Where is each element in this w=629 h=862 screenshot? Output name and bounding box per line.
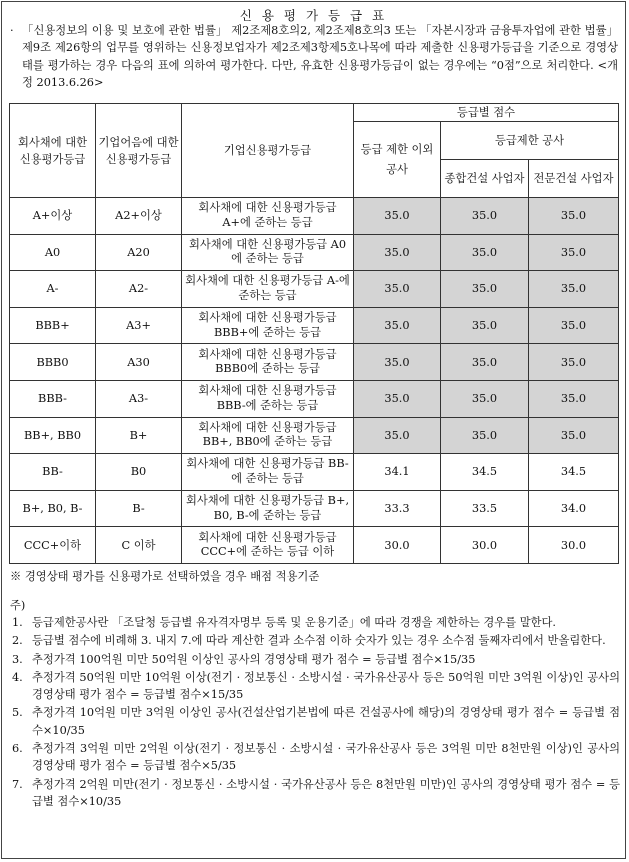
score-unrestricted-cell: 35.0	[354, 271, 441, 308]
table-row	[10, 454, 619, 491]
document-page	[1, 1, 626, 859]
header-general: 종합건설 사업자	[441, 160, 529, 198]
score-general-cell: 30.0	[441, 527, 529, 564]
score-specialty-cell: 35.0	[529, 344, 619, 381]
score-specialty-cell: 35.0	[529, 271, 619, 308]
intro-paragraph	[10, 22, 618, 91]
header-specialty: 전문건설 사업자	[529, 160, 619, 198]
score-unrestricted-cell: 35.0	[354, 234, 441, 271]
header-unrestricted: 등급 제한 이외 공사	[354, 122, 441, 198]
header-restricted-group: 등급제한 공사	[441, 122, 619, 160]
table-row	[10, 344, 619, 381]
note-text: 등급제한공사란 「조달청 등급별 유자격자명부 등록 및 운용기준」에 따라 경쟁을 제한하는 경우를 말한다.	[32, 616, 557, 629]
score-specialty-cell: 34.5	[529, 454, 619, 491]
score-specialty-cell: 35.0	[529, 307, 619, 344]
footnote: ※ 경영상태 평가를 신용평가로 선택하였을 경우 배점 적용기준	[10, 570, 320, 583]
score-general-cell: 35.0	[441, 198, 529, 235]
note-number: 5.	[12, 706, 23, 720]
score-unrestricted-cell: 30.0	[354, 527, 441, 564]
bill-rating-cell: B0	[96, 454, 182, 491]
intro-bullet: ·	[10, 24, 14, 37]
company-rating-cell: 회사채에 대한 신용평가등급 A+에 준하는 등급	[182, 198, 354, 235]
table-row	[10, 380, 619, 417]
corp-rating-cell: BBB-	[10, 380, 96, 417]
intro-text: 「신용정보의 이용 및 보호에 관한 법률」 제2조제8호의2, 제2조제8호의3 또는 「자본시장과 금융투자업에 관한 법률」 제9조 제26항의 업무를 영위하는 신용정보업자가 제2조제3항제5호나목에 따라 제출한 신용평가등급을 기준으로 경영상태를 평가하는 경우 다음의 표에 의하여 평가한다. 다만, 유효한 신용평가등급이 없는 경우에는 “0점”으로 처리한다. <개정 2013.6.26>	[22, 24, 618, 89]
score-general-cell: 33.5	[441, 490, 529, 527]
company-rating-cell: 회사채에 대한 신용평가등급 A-에 준하는 등급	[182, 271, 354, 308]
note-text: 추정가격 50억원 미만 10억원 이상(전기 · 정보통신 · 소방시설 · 국가유산공사 등은 50억원 미만 3억원 이상)인 공사의 경영상태 평가 점수 = 등급별 점수×15/35	[32, 670, 620, 702]
company-rating-cell: 회사채에 대한 신용평가등급 BB-에 준하는 등급	[182, 454, 354, 491]
corp-rating-cell: CCC+이하	[10, 527, 96, 564]
note-item	[12, 776, 620, 811]
score-specialty-cell: 34.0	[529, 490, 619, 527]
note-number: 3.	[12, 652, 23, 666]
table-row	[10, 490, 619, 527]
bill-rating-cell: B-	[96, 490, 182, 527]
corp-rating-cell: B+, B0, B-	[10, 490, 96, 527]
score-general-cell: 35.0	[441, 380, 529, 417]
note-text: 추정가격 2억원 미만(전기 · 정보통신 · 소방시설 · 국가유산공사 등은 8천만원 미만)인 공사의 경영상태 평가 점수 = 등급별 점수×10/35	[32, 777, 620, 808]
table-row	[10, 307, 619, 344]
table-row	[10, 271, 619, 308]
score-unrestricted-cell: 33.3	[354, 490, 441, 527]
note-item	[12, 669, 620, 704]
bill-rating-cell: A20	[96, 234, 182, 271]
company-rating-cell: 회사채에 대한 신용평가등급 BBB-에 준하는 등급	[182, 380, 354, 417]
corp-rating-cell: A0	[10, 234, 96, 271]
company-rating-cell: 회사채에 대한 신용평가등급 BB+, BB0에 준하는 등급	[182, 417, 354, 454]
score-general-cell: 34.5	[441, 454, 529, 491]
bill-rating-cell: C 이하	[96, 527, 182, 564]
corp-rating-cell: BBB0	[10, 344, 96, 381]
score-specialty-cell: 30.0	[529, 527, 619, 564]
note-item	[12, 740, 620, 775]
credit-rating-table	[9, 103, 619, 564]
note-text: 추정가격 3억원 미만 2억원 이상(전기 · 정보통신 · 소방시설 · 국가유산공사 등은 3억원 미만 8천만원 이상)인 공사의 경영상태 평가 점수 = 등급별 점수×5/35	[32, 742, 620, 773]
score-unrestricted-cell: 35.0	[354, 344, 441, 381]
score-specialty-cell: 35.0	[529, 234, 619, 271]
score-unrestricted-cell: 35.0	[354, 417, 441, 454]
note-item	[12, 614, 620, 631]
header-company-rating: 기업신용평가등급	[182, 104, 354, 198]
company-rating-cell: 회사채에 대한 신용평가등급 CCC+에 준하는 등급 이하	[182, 527, 354, 564]
note-text: 추정가격 10억원 미만 3억원 이상인 공사(건설산업기본법에 따른 건설공사에 해당)의 경영상태 평가 점수 = 등급별 점수×10/35	[32, 706, 620, 737]
note-item	[12, 704, 620, 739]
note-item	[12, 632, 620, 649]
table-row	[10, 234, 619, 271]
bill-rating-cell: A30	[96, 344, 182, 381]
score-unrestricted-cell: 34.1	[354, 454, 441, 491]
corp-rating-cell: A-	[10, 271, 96, 308]
note-number: 6.	[12, 742, 23, 756]
note-text: 등급별 점수에 비례해 3. 내지 7.에 따라 계산한 결과 소수점 이하 숫자가 있는 경우 소수점 둘째자리에서 반올림한다.	[32, 634, 606, 648]
note-text: 추정가격 100억원 미만 50억원 이상인 공사의 경영상태 평가 점수 = 등급별 점수×15/35	[32, 652, 476, 666]
score-general-cell: 35.0	[441, 307, 529, 344]
corp-rating-cell: A+이상	[10, 198, 96, 235]
bill-rating-cell: A3-	[96, 380, 182, 417]
notes-heading: 주)	[10, 599, 26, 612]
company-rating-cell: 회사채에 대한 신용평가등급 A0에 준하는 등급	[182, 234, 354, 271]
corp-rating-cell: BBB+	[10, 307, 96, 344]
company-rating-cell: 회사채에 대한 신용평가등급 B+, B0, B-에 준하는 등급	[182, 490, 354, 527]
note-number: 2.	[12, 634, 23, 648]
table-row	[10, 417, 619, 454]
corp-rating-cell: BB+, BB0	[10, 417, 96, 454]
score-general-cell: 35.0	[441, 234, 529, 271]
score-specialty-cell: 35.0	[529, 417, 619, 454]
company-rating-cell: 회사채에 대한 신용평가등급 BBB0에 준하는 등급	[182, 344, 354, 381]
score-specialty-cell: 35.0	[529, 380, 619, 417]
bill-rating-cell: A2+이상	[96, 198, 182, 235]
header-corp-rating: 회사채에 대한 신용평가등급	[10, 104, 96, 198]
table-row	[10, 527, 619, 564]
header-bill-rating: 기업어음에 대한 신용평가등급	[96, 104, 182, 198]
score-general-cell: 35.0	[441, 417, 529, 454]
note-item	[12, 651, 620, 668]
header-score-group: 등급별 점수	[354, 104, 619, 122]
bill-rating-cell: A2-	[96, 271, 182, 308]
score-specialty-cell: 35.0	[529, 198, 619, 235]
note-number: 1.	[12, 616, 23, 629]
score-general-cell: 35.0	[441, 344, 529, 381]
note-number: 4.	[12, 670, 23, 684]
bill-rating-cell: B+	[96, 417, 182, 454]
score-unrestricted-cell: 35.0	[354, 307, 441, 344]
score-unrestricted-cell: 35.0	[354, 198, 441, 235]
corp-rating-cell: BB-	[10, 454, 96, 491]
score-unrestricted-cell: 35.0	[354, 380, 441, 417]
page-title: 신 용 평 가 등 급 표	[239, 8, 388, 23]
bill-rating-cell: A3+	[96, 307, 182, 344]
note-number: 7.	[12, 777, 23, 791]
notes-list	[12, 614, 620, 811]
score-general-cell: 35.0	[441, 271, 529, 308]
company-rating-cell: 회사채에 대한 신용평가등급 BBB+에 준하는 등급	[182, 307, 354, 344]
table-row	[10, 198, 619, 235]
